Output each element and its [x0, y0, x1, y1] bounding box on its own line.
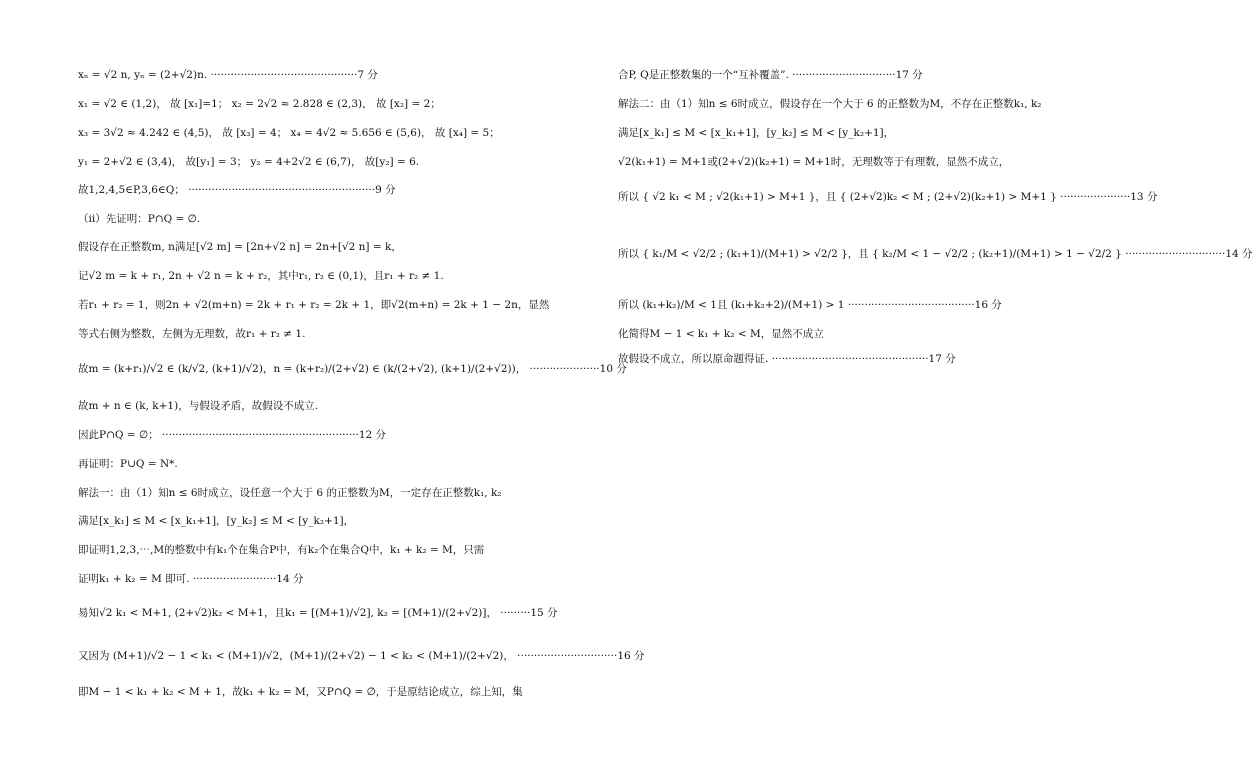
solution-line: 等式右侧为整数，左侧为无理数，故r₁ + r₂ ≠ 1.: [78, 328, 306, 340]
solution-line: 即证明1,2,3,⋯,M的整数中有k₁个在集合P中，有k₂个在集合Q中，k₁ + k₂ = M，只需: [78, 544, 485, 556]
solution-line: 假设存在正整数m, n满足[√2 m] = [2n+√2 n] = 2n+[√2 n] = k，: [78, 241, 402, 253]
solution-line: 故假设不成立，所以原命题得证. ···············································17 分: [618, 353, 956, 365]
solution-line: xₙ = √2 n, yₙ = (2+√2)n. ············································7 分: [78, 69, 378, 81]
solution-line: 满足[x_k₁] ≤ M < [x_k₁+1]，[y_k₂] ≤ M < [y_k₂+1]，: [618, 127, 895, 139]
solution-line: 又因为 (M+1)/√2 − 1 < k₁ < (M+1)/√2，(M+1)/(2+√2) − 1 < k₂ < (M+1)/(2+√2)， ······························16 分: [78, 650, 645, 662]
solution-line: 满足[x_k₁] ≤ M < [x_k₁+1]，[y_k₂] ≤ M < [y_k₂+1]，: [78, 515, 355, 527]
solution-line: 化简得M − 1 < k₁ + k₂ < M，显然不成立: [618, 328, 824, 340]
solution-line: 证明k₁ + k₂ = M 即可. ·························14 分: [78, 573, 304, 585]
solution-line: x₁ = √2 ∈ (1,2)， 故 [x₁]=1； x₂ = 2√2 ≈ 2.828 ∈ (2,3)， 故 [x₂] = 2；: [78, 98, 441, 110]
solution-line: 故1,2,4,5∈P,3,6∈Q； ························································9 分: [78, 184, 396, 196]
solution-line: 所以 { k₁/M < √2/2 ; (k₁+1)/(M+1) > √2/2 }，且 { k₂/M < 1 − √2/2 ; (k₂+1)/(M+1) > 1 − √2/2 } ······························14 分: [618, 248, 1253, 260]
solution-line: 因此P∩Q = ∅； ···························································12 分: [78, 429, 387, 441]
solution-line: 所以 (k₁+k₂)/M < 1且 (k₁+k₂+2)/(M+1) > 1 ······································16 分: [618, 299, 1002, 311]
solution-line: 易知√2 k₁ < M+1, (2+√2)k₂ < M+1，且k₁ = [(M+1)/√2], k₂ = [(M+1)/(2+√2)]， ·········15 分: [78, 607, 558, 619]
solution-line: 解法二：由（1）知n ≤ 6时成立，假设存在一个大于 6 的正整数为M，不存在正整数k₁, k₂: [618, 98, 1042, 110]
solution-line: √2(k₁+1) = M+1或(2+√2)(k₂+1) = M+1时，无理数等于有理数，显然不成立，: [618, 156, 1010, 168]
solution-line: 所以 { √2 k₁ < M ; √2(k₁+1) > M+1 }，且 { (2+√2)k₂ < M ; (2+√2)(k₂+1) > M+1 } ·····················13 分: [618, 191, 1158, 203]
solution-line: 记√2 m = k + r₁, 2n + √2 n = k + r₂，其中r₁, r₂ ∈ (0,1)，且r₁ + r₂ ≠ 1.: [78, 270, 444, 282]
solution-line: 故m = (k+r₁)/√2 ∈ (k/√2, (k+1)/√2)，n = (k+r₂)/(2+√2) ∈ (k/(2+√2), (k+1)/(2+√2))， ·····················10 分: [78, 363, 627, 375]
solution-line: （ⅱ）先证明：P∩Q = ∅.: [78, 213, 201, 225]
solution-line: 若r₁ + r₂ = 1，则2n + √2(m+n) = 2k + r₁ + r₂ = 2k + 1，即√2(m+n) = 2k + 1 − 2n，显然: [78, 299, 550, 311]
solution-line: y₁ = 2+√2 ∈ (3,4)， 故[y₁] = 3； y₂ = 4+2√2 ∈ (6,7)， 故[y₂] = 6.: [78, 156, 420, 168]
solution-line: 解法一：由（1）知n ≤ 6时成立，设任意一个大于 6 的正整数为M，一定存在正整数k₁, k₂: [78, 487, 502, 499]
solution-line: 再证明：P∪Q = N*.: [78, 458, 178, 470]
solution-line: 合P, Q是正整数集的一个“互补覆盖”. ·······························17 分: [618, 69, 923, 81]
solution-line: 故m + n ∈ (k, k+1)，与假设矛盾，故假设不成立.: [78, 400, 319, 412]
solution-line: 即M − 1 < k₁ + k₂ < M + 1，故k₁ + k₂ = M，又P∩Q = ∅，于是原结论成立，综上知，集: [78, 686, 523, 698]
solution-line: x₃ = 3√2 ≈ 4.242 ∈ (4,5)， 故 [x₃] = 4； x₄ = 4√2 ≈ 5.656 ∈ (5,6)， 故 [x₄] = 5；: [78, 127, 500, 139]
